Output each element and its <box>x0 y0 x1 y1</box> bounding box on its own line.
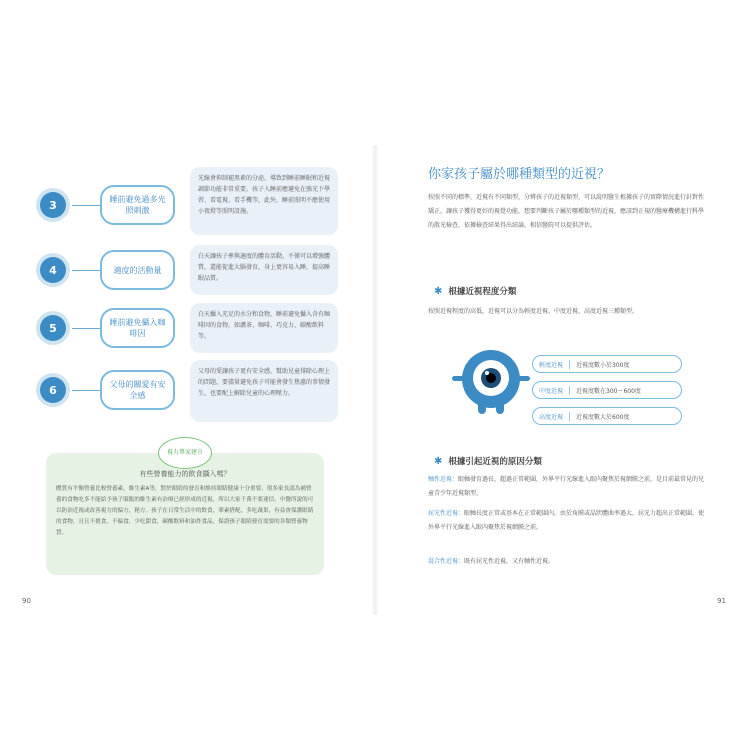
cause-refractive <box>428 507 710 535</box>
cause-text: 既有屈光性近視，又有軸性近視。 <box>464 558 555 565</box>
degree-value: 近視度數在300～600度 <box>576 387 641 395</box>
star-icon: ✱ <box>434 455 443 467</box>
step-number-6: 6 <box>40 377 66 403</box>
tips-title: 有些營養能力的飲食攝入嗎？ <box>139 470 231 478</box>
desc-item-3: 光線會抑制褪黑素的分泌，導致到睡前睡眠和近視調節功能非常重要。孩子入睡前應避免在強光下學習、看電視、看手機等，此外，睡前照明不應使用小夜燈等照明設施。 <box>190 167 338 235</box>
step-number-5: 5 <box>40 315 66 341</box>
tips-box <box>46 453 324 575</box>
section-cause-title: 根據引起近視的原因分類 <box>448 457 542 467</box>
cause-mixed <box>428 555 710 569</box>
degree-value: 近視度數小於300度 <box>576 361 630 369</box>
cause-label: 屈光性近視： <box>428 510 465 517</box>
tips-badge: 視力專家建言 <box>158 437 212 469</box>
step-number-4: 4 <box>40 257 66 283</box>
desc-item-6: 父母的愛讓孩子更有安全感，幫助兒童排除心理上的問題，要儘量避免孩子可能會發生焦慮的事情發生，也要配上解除兒童的心理壓力。 <box>190 360 338 422</box>
book-gutter <box>372 145 378 615</box>
star-icon: ✱ <box>434 285 443 297</box>
connector-line <box>72 328 102 329</box>
tag-no-light-before-sleep: 睡前避免過多光照刺激 <box>100 185 175 225</box>
page-number-right: 91 <box>717 597 726 605</box>
tag-parental-care: 父母的關愛有安全感 <box>100 370 175 410</box>
cause-text: 眼軸長度正常或基本在正常範圍內，由於角膜或晶狀體曲率過大，屈光力超出正常範圍，使外界平行光線進入眼內聚焦於視網膜之前。 <box>428 510 705 531</box>
step-number-3: 3 <box>40 192 66 218</box>
left-page <box>20 145 358 615</box>
desc-item-4: 白天讓孩子參與適度的體育活動，不僅可以增強體質，還能促進大腦發育，身上更容易入睡，提高睡眠品質。 <box>190 245 338 295</box>
degree-pill-moderate <box>532 381 682 399</box>
right-page <box>392 145 730 615</box>
tips-body: 體質有平衡營養比較營養素，維生素A等，對於眼睛的發育和維持眼睛健康十分重要，很多家長認為補營養的食物吃多不能給予孩子服飯的維生素有治療已經形成的近視，所以大家千萬不要迷信。中醫所說的可以防治近視或改善視力的偏方，秘方。孩子在日常生活中的飲食，葷素搭配，多吃蔬果，有益會保護眼睛的食物，且且不挑食，不偏食，少吃甜食，碳酸飲料和油炸食品，保證孩子眼睛發育需要的各類營養物質。 <box>56 486 314 536</box>
connector-line <box>72 270 102 271</box>
page-number-left: 90 <box>22 597 31 605</box>
page-title: 你家孩子屬於哪種類型的近視？ <box>428 167 611 182</box>
degree-pill-mild <box>532 355 682 373</box>
connector-line <box>72 205 102 206</box>
degree-value: 近視度數大於600度 <box>576 413 630 421</box>
tag-no-caffeine: 睡前避免攝入咖啡因 <box>100 308 175 348</box>
desc-item-5: 白天攝入充足的水分和食物，睡前避免攝入含有咖啡因的食物，如濃茶、咖啡、巧克力、碳酸飲料等。 <box>190 303 338 353</box>
connector-line <box>72 390 102 391</box>
degree-label: 高度近視 <box>533 412 570 421</box>
tag-moderate-activity: 適度的活動量 <box>100 250 175 290</box>
cause-label: 混合性近視： <box>428 558 465 565</box>
cause-axial <box>428 473 710 501</box>
section-cause-heading <box>434 455 542 467</box>
cause-label: 軸性近視： <box>428 476 459 483</box>
degree-label: 輕度近視 <box>533 360 570 369</box>
degree-pill-high <box>532 407 682 425</box>
intro-paragraph: 按照不同的標準，近視有不同類型，分辨孩子的近視類型，可以說明醫生根據孩子的實際情況進行針對性矯正，讓孩子獲得更好的視覺功能。想要判斷孩子屬於哪種類型的近視，應該到正規的醫療機構進行科學的散光檢查，依據檢查結果得出結論，相信醫院可以提供評估。 <box>428 194 705 229</box>
section-degree-text: 按照近視程度的高低，近視可以分為輕度近視、中度近視、高度近視三種類型。 <box>428 308 639 315</box>
section-degree-title: 根據近視程度分類 <box>448 287 517 297</box>
degree-label: 中度近視 <box>533 386 570 395</box>
cause-text: 眼軸發育過長，超過正常範圍，外界平行光線進入眼內聚焦於視網膜之前，是目前最常見的兒童青少年近視類型。 <box>428 476 705 497</box>
eye-mascot-icon <box>462 350 520 408</box>
section-degree-heading <box>434 285 516 297</box>
